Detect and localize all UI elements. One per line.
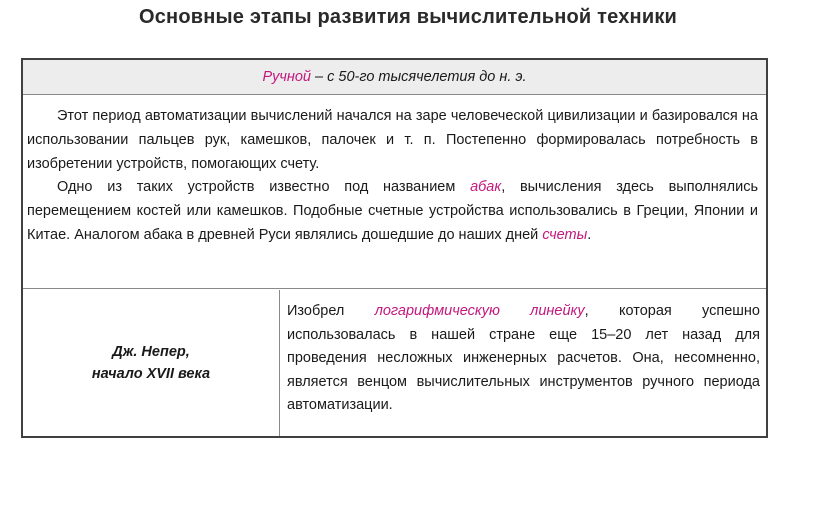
- era-table: [21, 58, 768, 438]
- era-description: [23, 95, 766, 289]
- inventor-date: начало XVII века: [91, 366, 211, 382]
- intro-paragraph-2: [27, 176, 758, 247]
- intro-text: Одно из таких устройств известно под названием: [57, 179, 471, 196]
- term-schoty: счеты: [542, 226, 588, 243]
- invention-text: Изобрел: [287, 303, 375, 319]
- intro-paragraph-1: Этот период автоматизации вычислений начался на заре человеческой цивилизации и базировался на использовании пальцев рук, камешков, палочек и т. п. Постепенно формировалась потребность в изобретении устройств, помогающих счету.: [27, 108, 758, 172]
- era-period: – с 50-го тысячелетия до н. э.: [310, 69, 527, 85]
- inventor-name: Дж. Непер,: [112, 344, 190, 360]
- invention-description: [281, 290, 766, 436]
- page-title: Основные этапы развития вычислительной техники: [138, 6, 678, 28]
- invention-text: , которая успешно использовалась в нашей стране еще 15–20 лет назад для проведения несложных инженерных расчетов. Она, несомненно, является венцом вычислительных инструментов ручного периода автоматизации.: [287, 303, 760, 414]
- intro-text: .: [587, 226, 592, 243]
- term-abacus: абак: [470, 179, 502, 196]
- era-name: Ручной: [262, 69, 311, 85]
- era-header: [23, 60, 766, 95]
- term-slide-rule: логарифмическую линейку: [374, 303, 585, 319]
- inventor-cell: [23, 290, 280, 436]
- intro-text: , вычисления здесь выполнялись перемещением костей или камешков. Подобные счетные устройства использовались в Греции, Японии и Китае. Аналогом абака в древней Руси являлись дошедшие до наших дней: [27, 179, 758, 243]
